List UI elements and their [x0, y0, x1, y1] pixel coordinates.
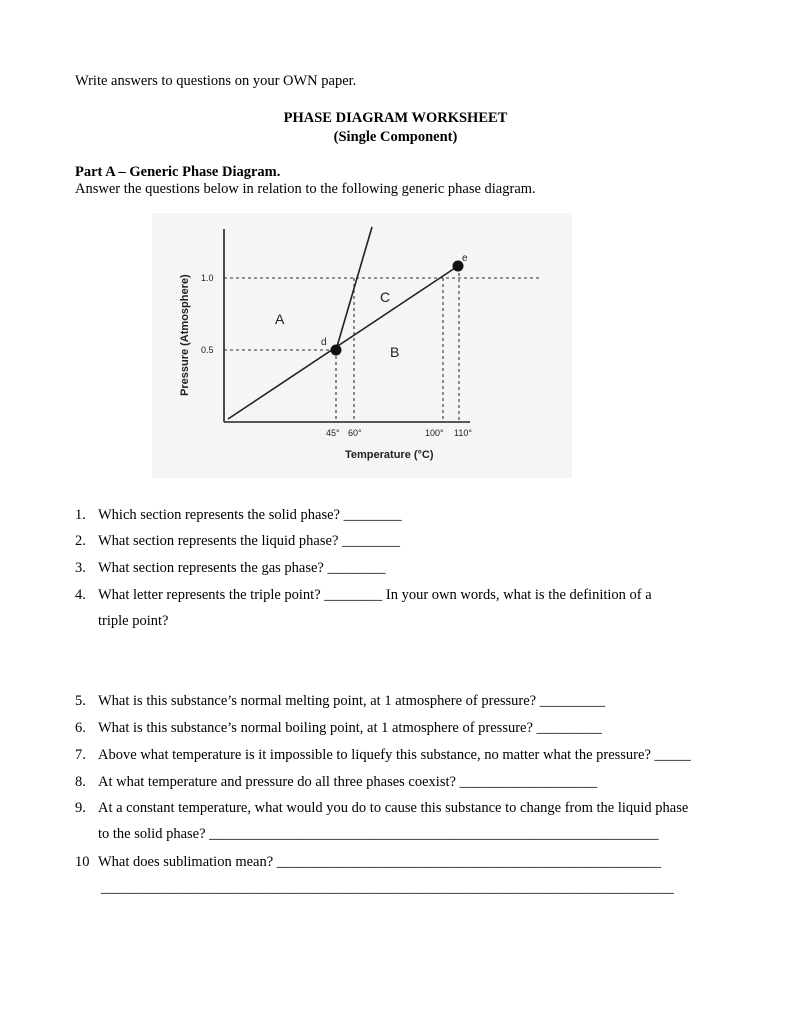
x-tick-60: 60°	[348, 428, 362, 438]
region-b-label: B	[390, 344, 400, 360]
x-tick-110: 110°	[454, 428, 472, 438]
point-d-label: d	[321, 337, 327, 348]
question-text: At what temperature and pressure do all three phases coexist? ___________________	[98, 774, 598, 790]
question-number: 1.	[75, 507, 86, 523]
page-instruction: Write answers to questions on your OWN paper.	[75, 73, 357, 89]
x-axis-label: Temperature (°C)	[345, 449, 434, 461]
y-axis-label: Pressure (Atmosphere)	[179, 274, 191, 396]
question-text: Which section represents the solid phase? ________	[98, 507, 402, 523]
phase-diagram-svg	[152, 213, 572, 478]
question-number: 3.	[75, 560, 86, 576]
question-number: 9.	[75, 800, 86, 816]
question-number: 10	[75, 854, 90, 870]
question-text: At a constant temperature, what would you do to cause this substance to change from the liquid phase	[98, 800, 689, 816]
question-number: 5.	[75, 693, 86, 709]
part-a-instruction: Answer the questions below in relation to the following generic phase diagram.	[75, 181, 536, 197]
worksheet-subtitle: (Single Component)	[333, 129, 458, 145]
phase-diagram	[152, 213, 572, 478]
question-text: What section represents the gas phase? ________	[98, 560, 386, 576]
region-c-label: C	[380, 289, 391, 305]
question-text: What is this substance’s normal boiling point, at 1 atmosphere of pressure? _________	[98, 720, 602, 736]
question-text: What section represents the liquid phase? ________	[98, 533, 401, 549]
triple-point-marker	[331, 345, 342, 356]
y-tick-1: 1.0	[201, 273, 214, 283]
question-text: What is this substance’s normal melting point, at 1 atmosphere of pressure? _________	[98, 693, 605, 709]
question-text: Above what temperature is it impossible to liquefy this substance, no matter what the pressure? _____	[98, 747, 691, 763]
question-text: What does sublimation mean? _____________________________________________________	[98, 854, 662, 870]
part-a-heading: Part A – Generic Phase Diagram.	[75, 164, 281, 180]
question-number: 4.	[75, 587, 86, 603]
question-4-continuation: triple point?	[98, 613, 169, 629]
question-9-continuation: to the solid phase? ______________________________________________________________	[98, 826, 659, 842]
x-tick-45: 45°	[326, 428, 340, 438]
question-10-answer-line: _______________________________________________________________________________	[101, 880, 674, 896]
question-number: 2.	[75, 533, 86, 549]
worksheet-title: PHASE DIAGRAM WORKSHEET	[283, 110, 508, 126]
region-a-label: A	[275, 311, 285, 327]
question-number: 7.	[75, 747, 86, 763]
question-number: 6.	[75, 720, 86, 736]
question-text: What letter represents the triple point? ________ In your own words, what is the definition of a	[98, 587, 652, 603]
melting-curve	[336, 227, 372, 350]
vaporization-curve	[228, 266, 458, 419]
x-tick-100: 100°	[425, 428, 444, 438]
point-e-label: e	[462, 253, 468, 264]
y-tick-0.5: 0.5	[201, 345, 214, 355]
question-number: 8.	[75, 774, 86, 790]
